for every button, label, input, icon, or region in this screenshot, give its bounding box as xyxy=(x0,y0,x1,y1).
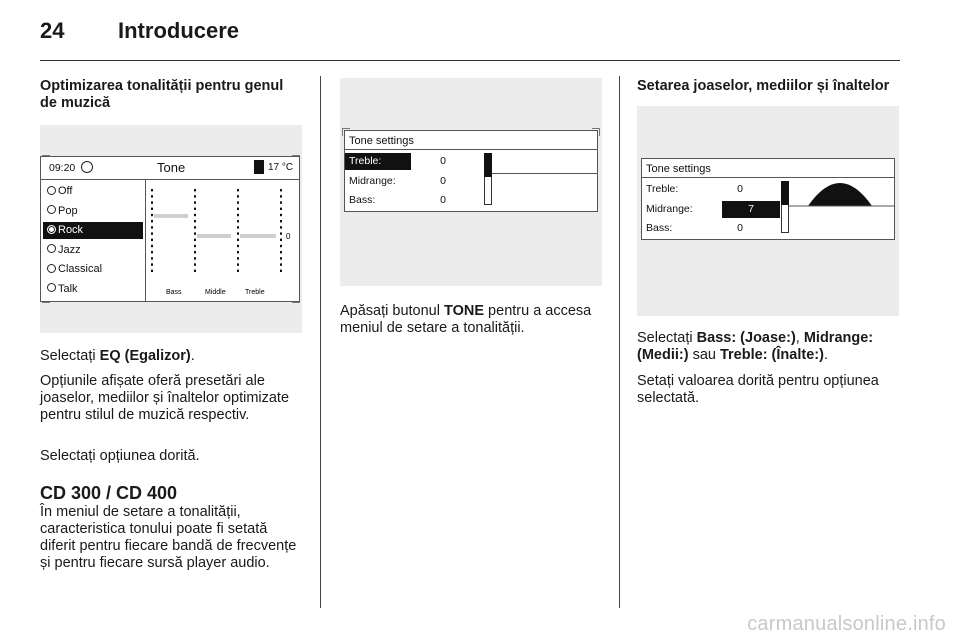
page-number: 24 xyxy=(40,18,65,43)
page-title: Introducere xyxy=(118,18,240,43)
slider-track-dot xyxy=(194,226,196,228)
paragraph-set-value: Setați valoarea dorită pentru opțiunea selectată. xyxy=(637,373,879,406)
level-slider-fill xyxy=(484,153,492,177)
genre-option-classical[interactable] xyxy=(43,261,143,278)
header-rule xyxy=(40,60,900,61)
slider-track-dot xyxy=(151,270,153,272)
zero-marker-label: 0 xyxy=(286,232,291,241)
eq-term: EQ (Egalizor) xyxy=(99,348,191,364)
slider-track-dot xyxy=(151,232,153,234)
clock-icon xyxy=(81,161,93,173)
midrange-curve xyxy=(788,178,894,208)
clock-text: 09:20 xyxy=(49,162,76,174)
slider-track-dot xyxy=(151,220,153,222)
slider-track-dot xyxy=(237,270,239,272)
slider-track-dot xyxy=(280,208,282,210)
slider-track-dot xyxy=(237,201,239,203)
slider-track-dot xyxy=(194,270,196,272)
tone-button-term: TONE xyxy=(444,303,485,319)
tone-settings-screen-illustration xyxy=(340,78,602,286)
middle-level-bar xyxy=(197,234,231,238)
slider-track-dot xyxy=(194,263,196,265)
slider-track-dot xyxy=(151,195,153,197)
tone-row-label: Treble: xyxy=(345,153,411,170)
title-divider xyxy=(345,149,597,150)
eq-label-treble: Treble xyxy=(245,289,265,296)
slider-track-dot xyxy=(237,239,239,241)
genre-option-label: Pop xyxy=(58,204,78,217)
tone-row-label: Bass: xyxy=(646,222,673,234)
genre-option-label: Rock xyxy=(58,224,84,236)
tone-row-label: Midrange: xyxy=(349,174,396,187)
slider-track-dot xyxy=(237,257,239,259)
slider-track-dot xyxy=(194,214,196,216)
section-heading-adjust-bands: Setarea joaselor, mediilor și înaltelor xyxy=(637,78,890,94)
slider-track-dot xyxy=(151,263,153,265)
radio-empty-icon xyxy=(47,283,56,292)
slider-track-dot xyxy=(280,239,282,241)
radio-selected-icon xyxy=(47,225,56,234)
slider-track-dot xyxy=(237,263,239,265)
midrange-term: Midrange: (Medii:) xyxy=(637,330,874,363)
slider-track-dot xyxy=(280,263,282,265)
eq-screen-illustration xyxy=(40,125,302,333)
slider-track-dot xyxy=(151,239,153,241)
slider-track-dot xyxy=(194,195,196,197)
paragraph-eq-presets: Opțiunile afișate oferă presetări ale joaselor, mediilor și înaltelor optimizate pentru stilul de muzică respectiv. xyxy=(40,373,290,423)
tone-row-value: 0 xyxy=(737,222,743,234)
slider-track-dot xyxy=(237,251,239,253)
tone-row-label: Treble: xyxy=(646,183,679,195)
tone-settings-title: Tone settings xyxy=(349,135,414,147)
slider-track-dot xyxy=(280,214,282,216)
slider-track-dot xyxy=(237,226,239,228)
slider-track-dot xyxy=(194,251,196,253)
genre-option-talk[interactable] xyxy=(43,281,143,298)
slider-track-dot xyxy=(280,251,282,253)
temperature-text: 17 °C xyxy=(268,162,294,173)
tone-row-treble[interactable] xyxy=(642,181,780,198)
radio-empty-icon xyxy=(47,205,56,214)
bass-level-bar xyxy=(154,214,188,218)
genre-option-label: Off xyxy=(58,185,73,197)
radio-empty-icon xyxy=(47,244,56,253)
slider-track-dot xyxy=(280,245,282,247)
eq-sliders xyxy=(147,179,297,301)
tone-settings-display-1 xyxy=(344,130,598,212)
column-divider-2 xyxy=(619,76,620,608)
section-heading-music-genre: Optimizarea tonalității pentru genul de muzică xyxy=(40,78,284,111)
slider-track-dot xyxy=(194,245,196,247)
tone-row-value: 0 xyxy=(440,155,446,167)
tone-row-bass[interactable] xyxy=(345,192,483,209)
slider-track-dot xyxy=(237,245,239,247)
slider-track-dot xyxy=(194,239,196,241)
slider-track-dot xyxy=(151,201,153,203)
slider-track-dot xyxy=(237,208,239,210)
genre-option-label: Classical xyxy=(58,263,103,275)
panel-divider xyxy=(145,179,146,301)
slider-track-dot xyxy=(151,214,153,216)
slider-track-dot xyxy=(237,220,239,222)
tone-row-bass[interactable] xyxy=(642,220,780,237)
level-slider-fill xyxy=(781,181,789,205)
slider-track-dot xyxy=(151,226,153,228)
slider-track-dot xyxy=(194,220,196,222)
eq-display xyxy=(40,156,300,302)
slider-track-dot xyxy=(280,189,282,191)
tone-row-midrange[interactable] xyxy=(642,201,780,218)
tone-row-value: 0 xyxy=(440,174,446,187)
eq-label-bass: Bass xyxy=(166,289,182,296)
thermometer-icon xyxy=(254,160,264,174)
slider-track-dot xyxy=(237,195,239,197)
tone-row-value: 0 xyxy=(737,183,743,195)
screen-title: Tone xyxy=(157,160,186,175)
tone-adjust-screen-illustration xyxy=(637,106,899,316)
genre-option-label: Jazz xyxy=(58,243,81,256)
tone-row-treble[interactable] xyxy=(345,153,483,170)
slider-track-dot xyxy=(151,257,153,259)
bass-term: Bass: (Joase:) xyxy=(696,330,796,346)
treble-term: Treble: (Înalte:) xyxy=(719,347,824,363)
slider-track-dot xyxy=(237,214,239,216)
slider-track-dot xyxy=(280,195,282,197)
paragraph-select-option: Selectați opțiunea dorită. xyxy=(40,448,200,464)
slider-track-dot xyxy=(237,189,239,191)
slider-track-dot xyxy=(151,245,153,247)
radio-empty-icon xyxy=(47,186,56,195)
tone-settings-title: Tone settings xyxy=(646,163,711,175)
paragraph-press-tone: Apăsați butonul TONE pentru a accesa meniul de setare a tonalității. xyxy=(340,303,592,336)
paragraph-tone-settings-info: În meniul de setare a tonalității, caracteristica tonului poate fi setată diferit pentru fiecare bandă de frecvențe și pentru fiecare sursă player audio. xyxy=(40,504,297,571)
status-bar xyxy=(41,157,299,180)
tone-row-label: Bass: xyxy=(349,194,376,206)
genre-option-pop[interactable] xyxy=(43,203,143,220)
slider-track-dot xyxy=(280,257,282,259)
treble-level-bar xyxy=(240,234,276,238)
paragraph-select-band: Selectați Bass: (Joase:), Midrange: (Medii:) sau Treble: (Înalte:). xyxy=(637,330,874,363)
genre-option-rock[interactable] xyxy=(43,222,143,239)
graph-baseline xyxy=(489,173,597,174)
slider-track-dot xyxy=(194,232,196,234)
subheading-cd-models: CD 300 / CD 400 xyxy=(40,483,178,503)
column-divider-1 xyxy=(320,76,321,608)
slider-track-dot xyxy=(280,220,282,222)
genre-option-off[interactable] xyxy=(43,183,143,200)
slider-track-dot xyxy=(151,208,153,210)
tone-row-value: 0 xyxy=(440,194,446,206)
tone-settings-display-2 xyxy=(641,158,895,240)
eq-label-middle: Middle xyxy=(205,289,226,296)
tone-row-midrange[interactable] xyxy=(345,173,483,190)
slider-track-dot xyxy=(280,270,282,272)
slider-track-dot xyxy=(280,226,282,228)
slider-track-dot xyxy=(280,201,282,203)
genre-option-jazz[interactable] xyxy=(43,242,143,259)
slider-track-dot xyxy=(194,201,196,203)
radio-empty-icon xyxy=(47,264,56,273)
genre-option-label: Talk xyxy=(58,282,78,295)
paragraph-select-eq: Selectați EQ (Egalizor). xyxy=(40,348,195,364)
slider-track-dot xyxy=(237,232,239,234)
slider-track-dot xyxy=(194,189,196,191)
slider-track-dot xyxy=(194,257,196,259)
slider-track-dot xyxy=(151,189,153,191)
tone-row-label: Midrange: xyxy=(646,202,693,215)
slider-track-dot xyxy=(280,232,282,234)
watermark: carmanualsonline.info xyxy=(747,613,946,635)
slider-track-dot xyxy=(151,251,153,253)
tone-row-value: 7 xyxy=(722,201,780,218)
slider-track-dot xyxy=(194,208,196,210)
